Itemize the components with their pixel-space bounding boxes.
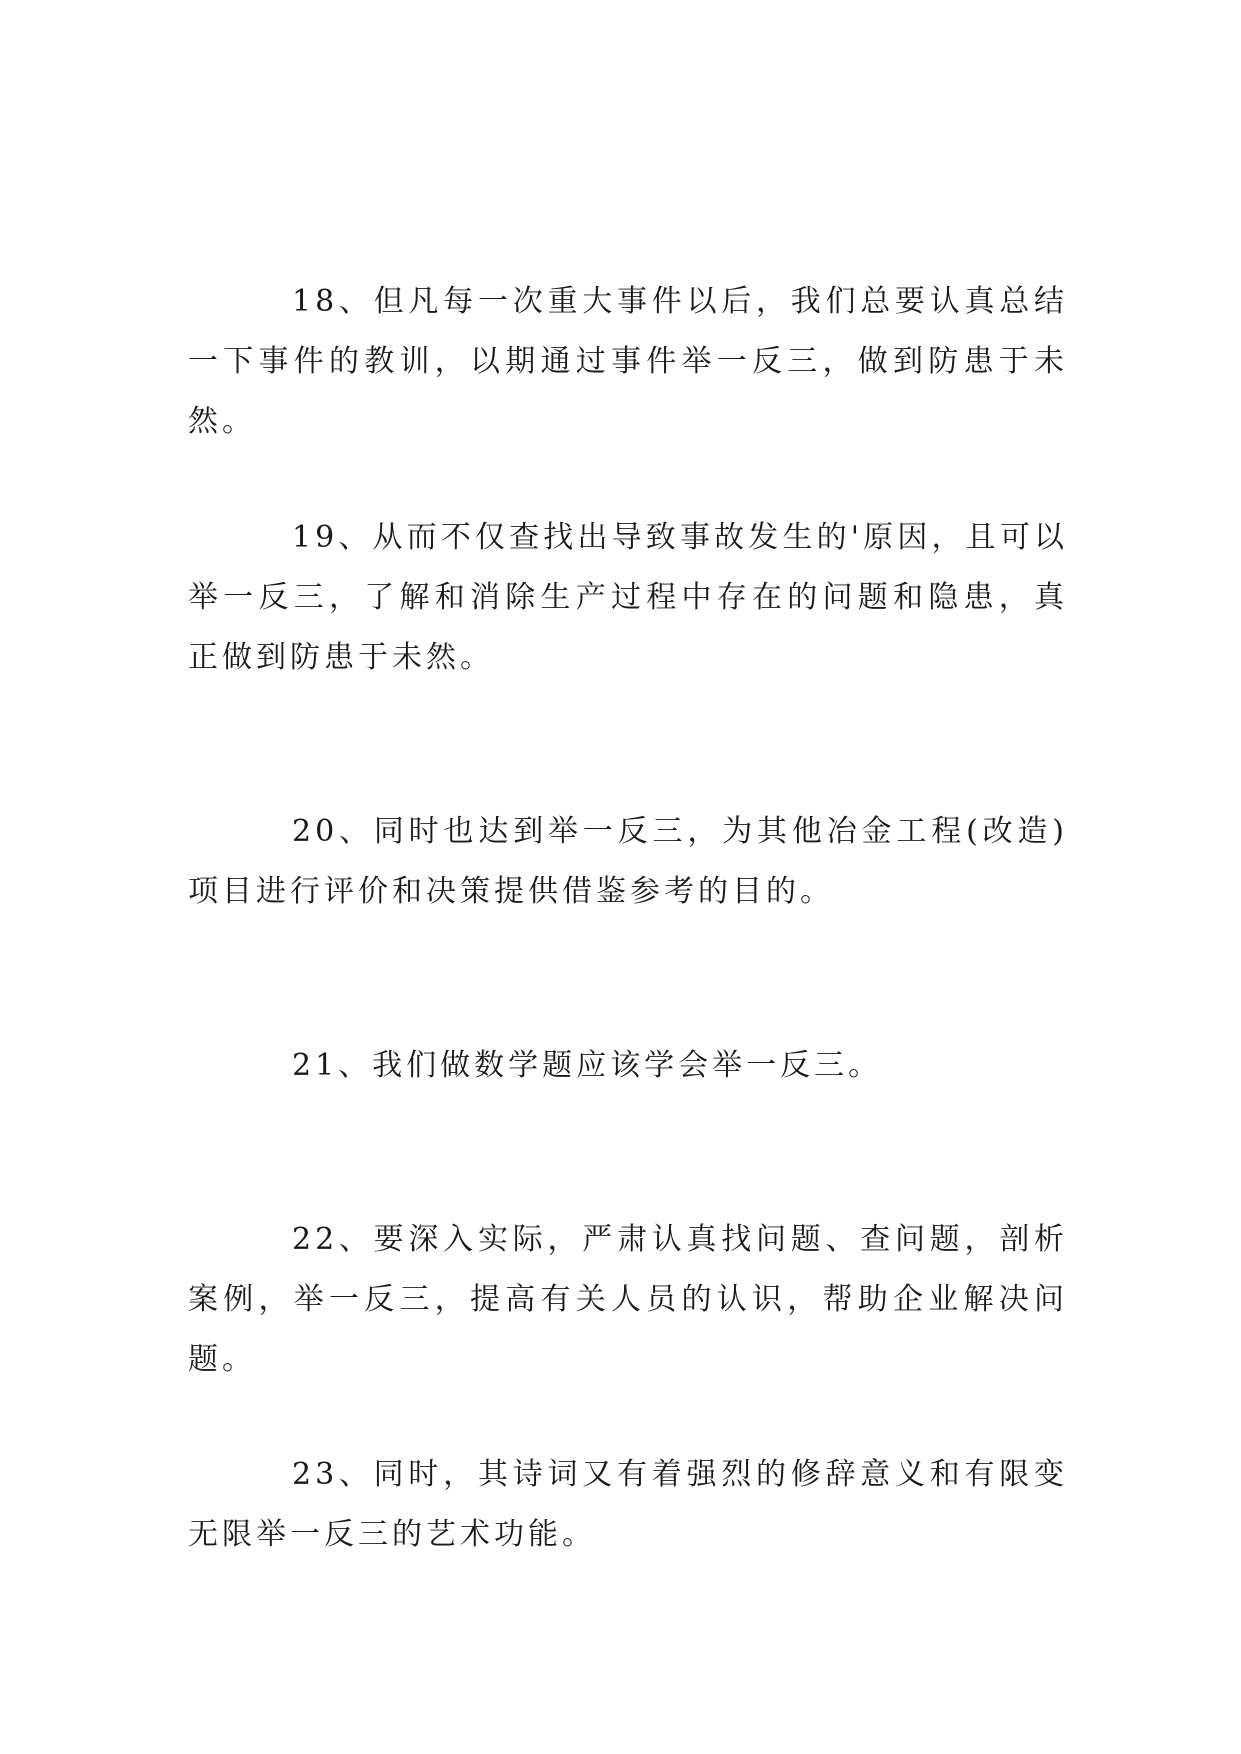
paragraph-23: 23、同时，其诗词又有着强烈的修辞意义和有限变无限举一反三的艺术功能。 [188,1457,1068,1552]
paragraph-22: 22、要深入实际，严肃认真找问题、查问题，剖析案例，举一反三，提高有关人员的认识，帮助企业解决问题。 [188,1222,1068,1377]
paragraph-21: 21、我们做数学题应该学会举一反三。 [292,1048,883,1083]
paragraph-19: 19、从而不仅查找出导致事故发生的'原因，且可以举一反三，了解和消除生产过程中存在的问题和隐患，真正做到防患于未然。 [188,520,1068,675]
paragraph-20: 20、同时也达到举一反三，为其他冶金工程(改造)项目进行评价和决策提供借鉴参考的目的。 [188,814,1068,909]
paragraph-18: 18、但凡每一次重大事件以后，我们总要认真总结一下事件的教训，以期通过事件举一反三，做到防患于未然。 [188,284,1068,439]
